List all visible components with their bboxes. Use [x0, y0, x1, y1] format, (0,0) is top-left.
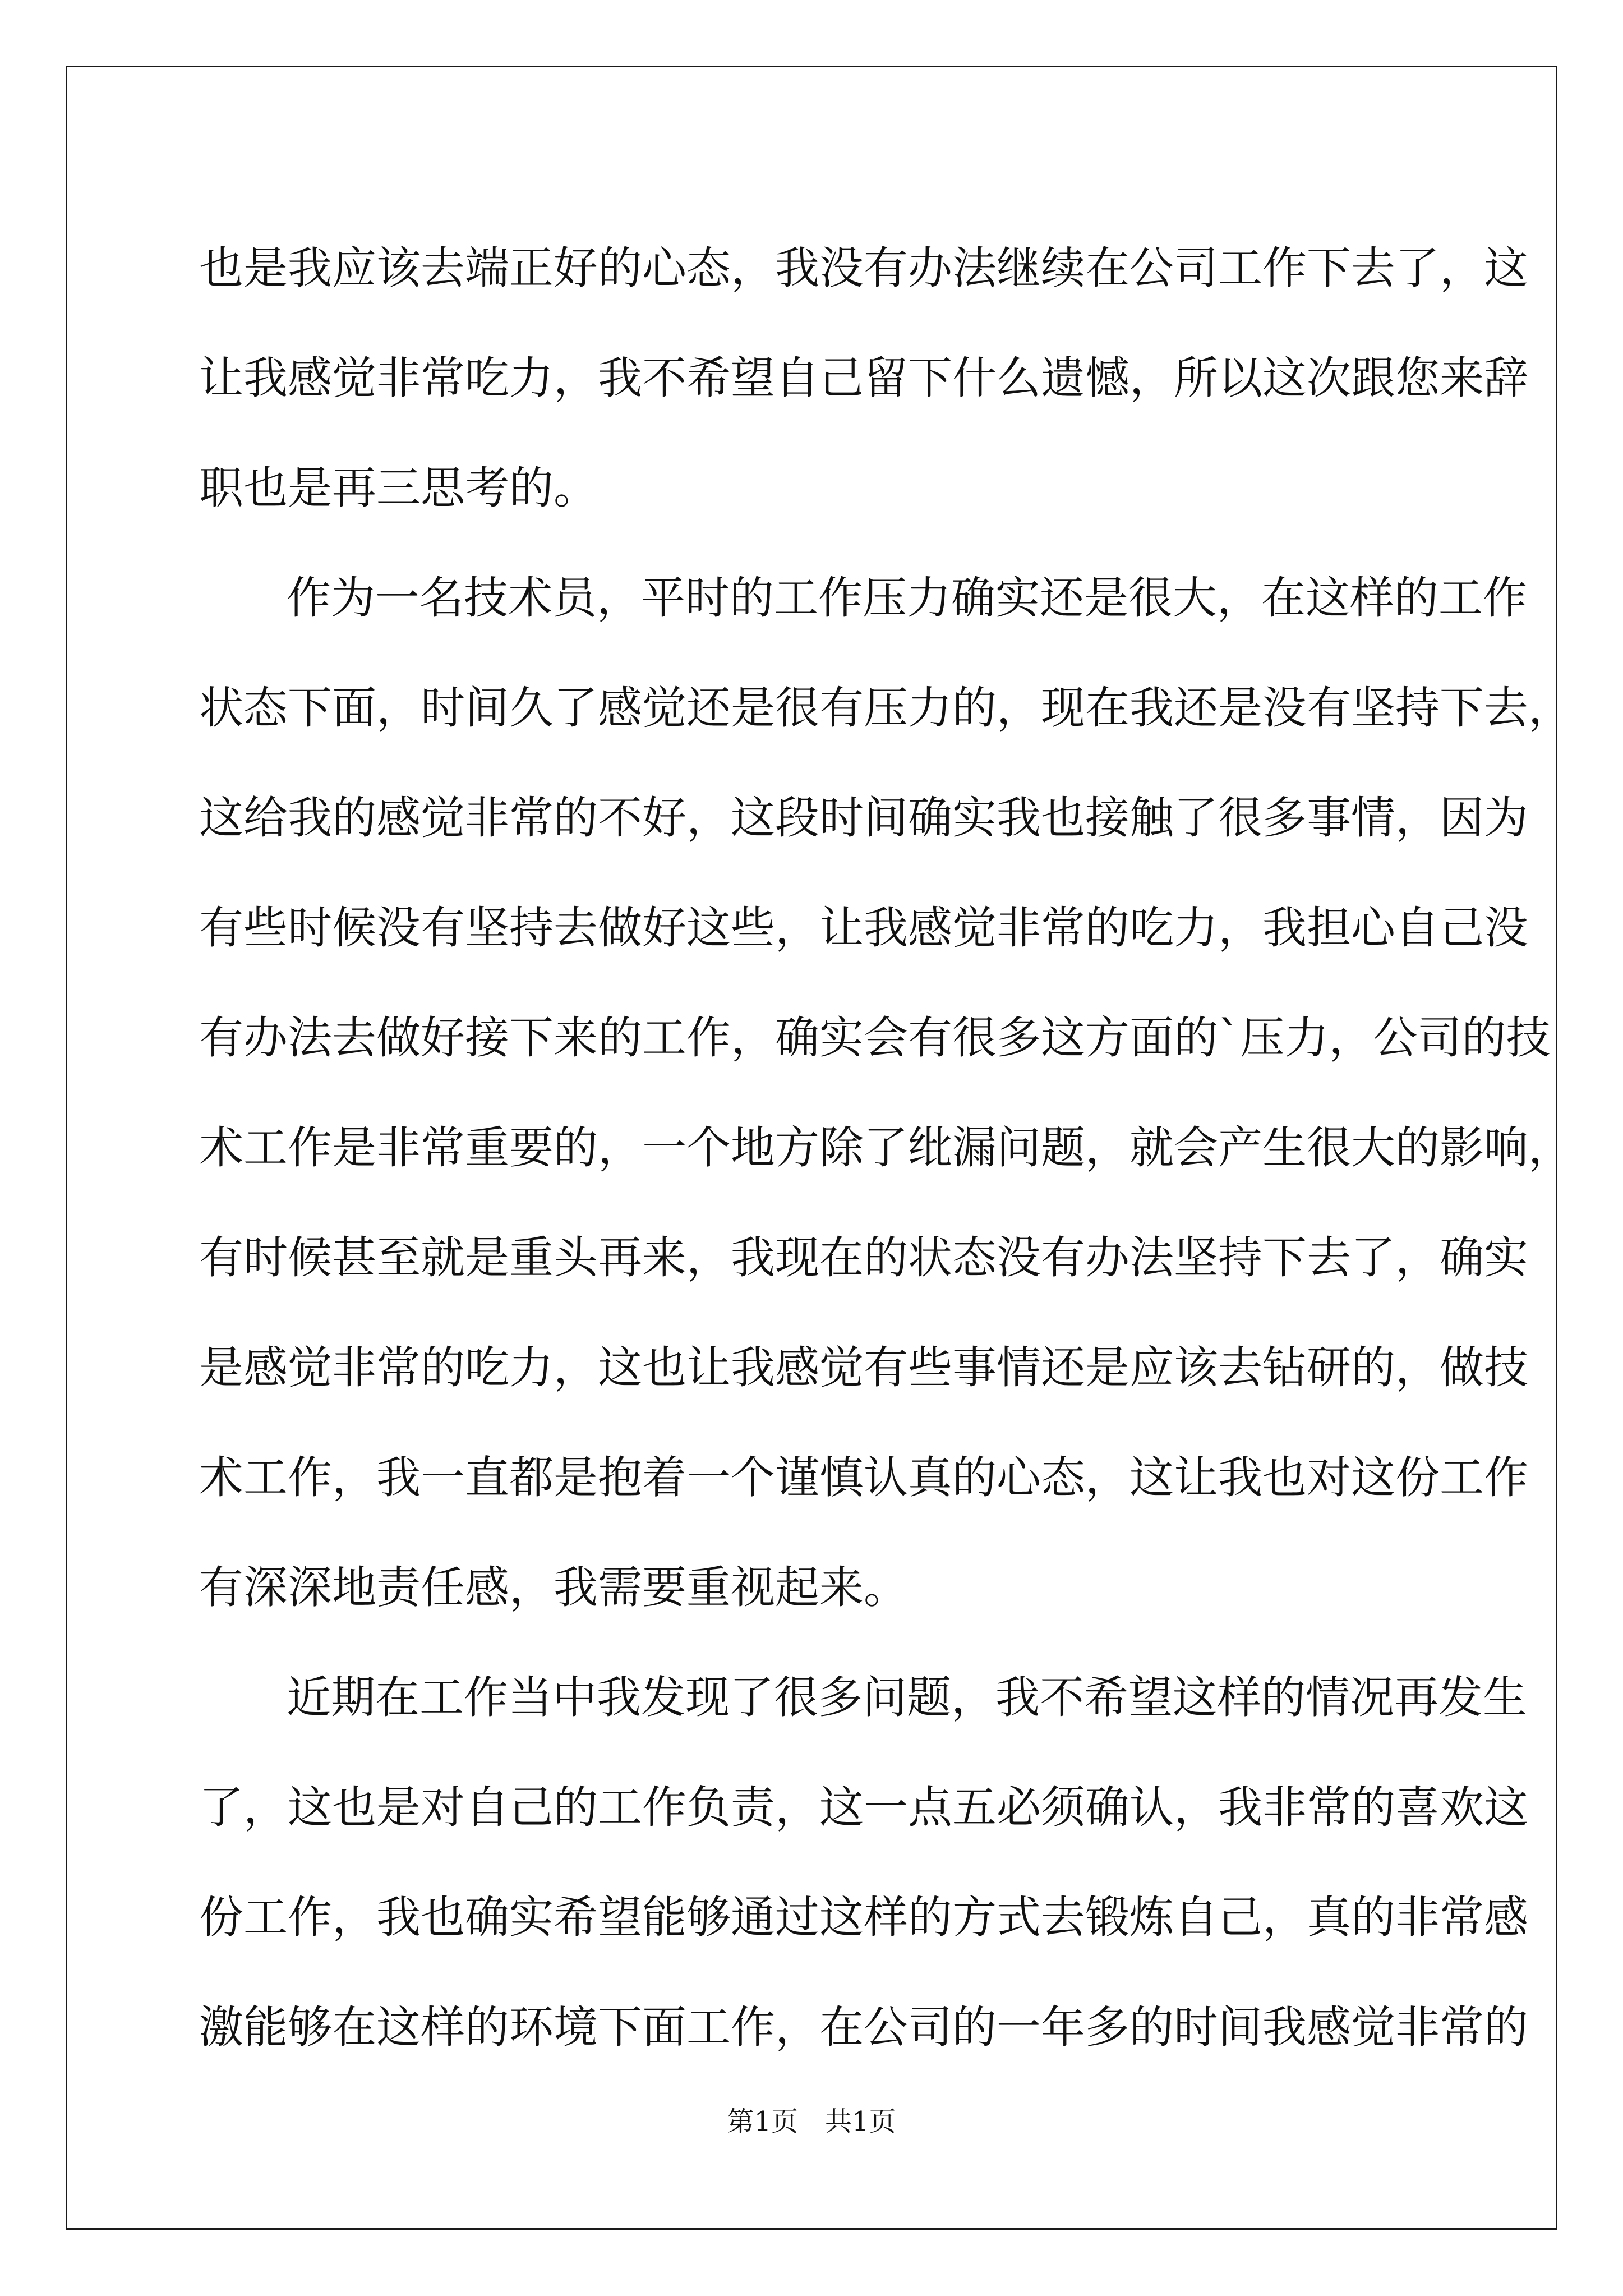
text-line-12: 术工作，我一直都是抱着一个谨慎认真的心态，这让我也对这份工作	[199, 1452, 1528, 1503]
text-line-10: 有时候甚至就是重头再来，我现在的状态没有办法坚持下去了，确实	[199, 1232, 1528, 1283]
text-line-14: 近期在工作当中我发现了很多问题，我不希望这样的情况再发生	[287, 1672, 1527, 1723]
text-line-13: 有深深地责任感，我需要重视起来。	[199, 1562, 908, 1613]
text-line-11: 是感觉非常的吃力，这也让我感觉有些事情还是应该去钻研的，做技	[199, 1342, 1528, 1393]
text-line-17: 激能够在这样的环境下面工作，在公司的一年多的时间我感觉非常的	[199, 2001, 1528, 2053]
text-line-2: 让我感觉非常吃力，我不希望自己留下什么遗憾，所以这次跟您来辞	[199, 352, 1528, 404]
text-line-16: 份工作，我也确实希望能够通过这样的方式去锻炼自己，真的非常感	[199, 1892, 1528, 1943]
document-body	[199, 213, 1573, 2082]
text-line-6: 这给我的感觉非常的不好，这段时间确实我也接触了很多事情，因为	[199, 792, 1528, 844]
text-line-5: 状态下面，时间久了感觉还是很有压力的，现在我还是没有坚持下去，	[199, 682, 1573, 734]
text-line-8: 有办法去做好接下来的工作，确实会有很多这方面的`压力，公司的技	[199, 1012, 1551, 1064]
page-number-footer: 第1页 共1页	[727, 2106, 896, 2137]
text-line-9: 术工作是非常重要的，一个地方除了纰漏问题，就会产生很大的影响，	[199, 1122, 1573, 1174]
text-line-1: 也是我应该去端正好的心态，我没有办法继续在公司工作下去了，这	[199, 242, 1528, 294]
text-line-3: 职也是再三思考的。	[199, 462, 598, 514]
text-line-4: 作为一名技术员，平时的工作压力确实还是很大，在这样的工作	[287, 572, 1527, 624]
text-line-7: 有些时候没有坚持去做好这些，让我感觉非常的吃力，我担心自己没	[199, 902, 1528, 954]
text-line-15: 了，这也是对自己的工作负责，这一点五必须确认，我非常的喜欢这	[199, 1782, 1528, 1833]
